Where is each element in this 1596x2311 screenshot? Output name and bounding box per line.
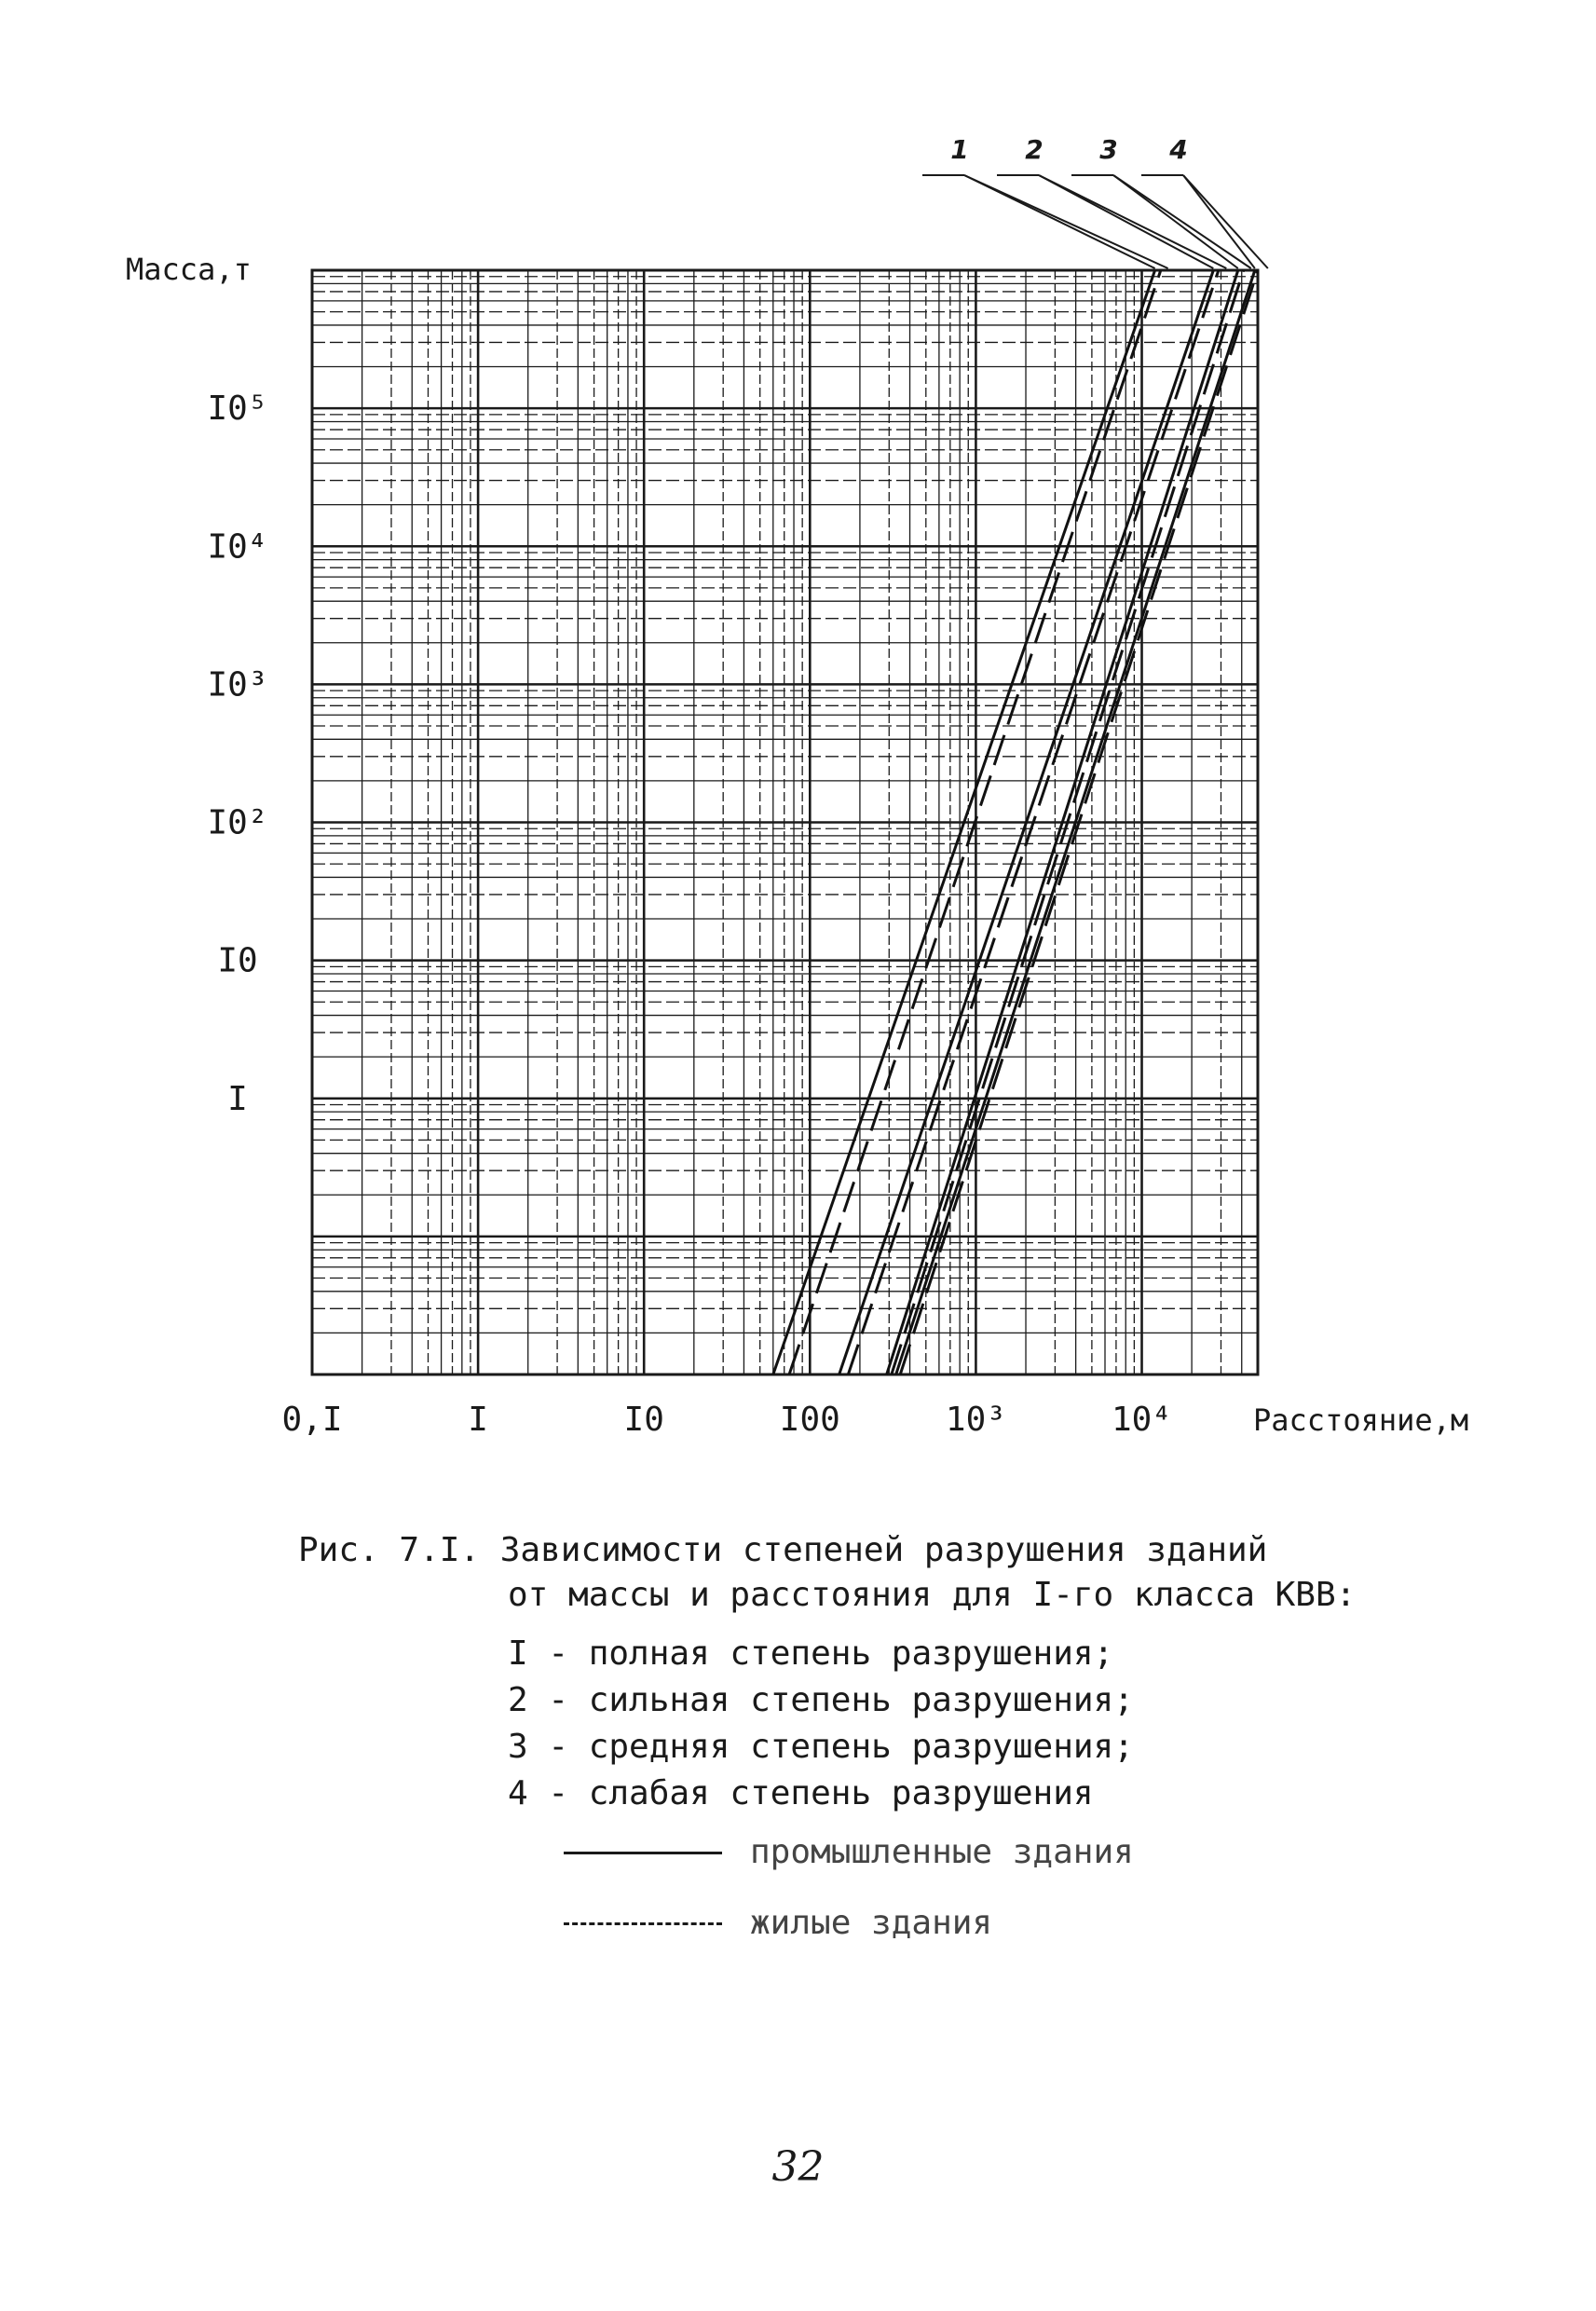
x-tick-label: I — [468, 1401, 488, 1439]
y-tick-label: I0³ — [207, 665, 268, 704]
y-tick-label: I — [227, 1079, 248, 1118]
caption-items — [298, 1631, 1416, 1817]
solid-line-swatch — [564, 1852, 722, 1854]
x-tick-labels — [281, 1401, 1172, 1439]
y-tick-label: I0⁵ — [207, 390, 268, 429]
caption-line-2: от массы и расстояния для I-го класса КВВ: — [508, 1576, 1357, 1614]
curve-number-label: 1 — [950, 134, 969, 165]
curve-number-label: 2 — [1025, 134, 1044, 165]
y-tick-label: I0 — [217, 941, 258, 980]
curve-leader-line — [1183, 175, 1268, 268]
curve-leaders — [922, 134, 1268, 268]
curve-number-label: 4 — [1169, 134, 1188, 165]
x-tick-label: 10⁴ — [1111, 1401, 1173, 1439]
legend-label: жилые здания — [750, 1904, 993, 1942]
plot-grid — [312, 270, 1258, 1374]
legend-label: промышленные здания — [750, 1833, 1134, 1871]
x-tick-label: I0 — [623, 1401, 664, 1439]
caption-item: I - полная степень разрушения; — [508, 1634, 1114, 1673]
legend-residential — [298, 1888, 1416, 1959]
x-tick-label: 10³ — [945, 1401, 1006, 1439]
caption-item: 4 - слабая степень разрушения — [508, 1774, 1094, 1812]
curve-number-label: 3 — [1099, 134, 1118, 165]
caption-item: 3 - средняя степень разрушения; — [508, 1728, 1134, 1766]
y-axis-title: Масса,т — [126, 252, 252, 287]
legend-industrial — [298, 1817, 1416, 1888]
y-tick-label: I0⁴ — [207, 527, 268, 567]
page-number: 32 — [771, 2143, 825, 2191]
y-tick-labels — [207, 390, 267, 1118]
x-tick-label: 0,I — [281, 1401, 343, 1439]
figure-caption — [298, 1528, 1416, 1959]
dashed-line-swatch — [564, 1922, 722, 1925]
x-tick-label: I00 — [779, 1401, 840, 1439]
x-axis-title: Расстояние,м — [1253, 1402, 1469, 1438]
y-tick-label: I0² — [207, 803, 268, 842]
caption-line-1: Рис. 7.I. Зависимости степеней разрушения зданий — [298, 1531, 1268, 1569]
caption-item: 2 - сильная степень разрушения; — [508, 1681, 1134, 1719]
